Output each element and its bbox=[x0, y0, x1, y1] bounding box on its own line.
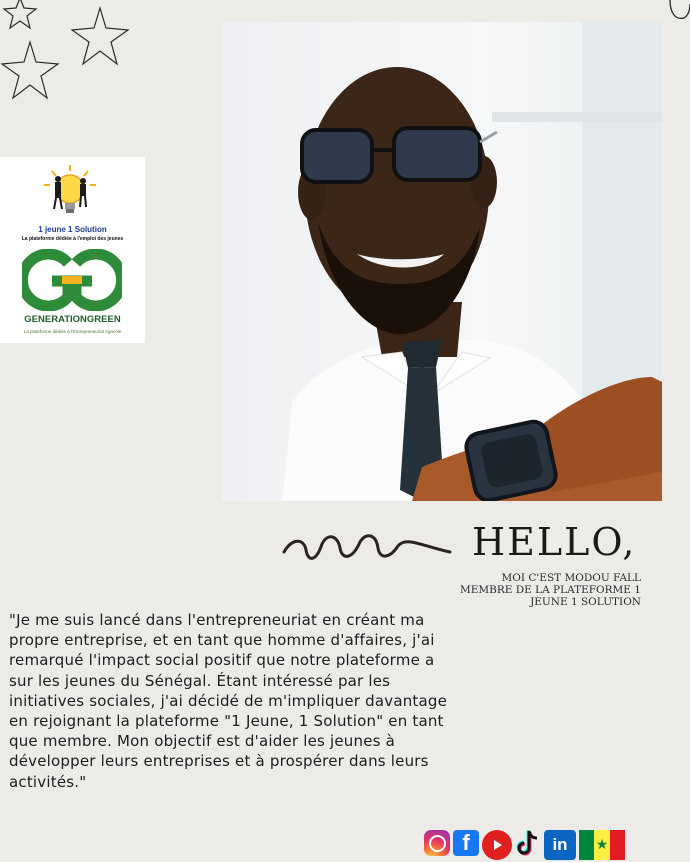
senegal-flag-icon: ★ bbox=[579, 830, 625, 860]
social-icons bbox=[424, 830, 625, 862]
logo-title: GENERATIONGREEN bbox=[24, 314, 121, 325]
star-icon bbox=[2, 42, 58, 98]
stars-doodle bbox=[0, 0, 150, 130]
star-icon bbox=[72, 8, 128, 64]
hello-heading: HELLO, bbox=[472, 520, 637, 564]
portrait-photo bbox=[222, 22, 662, 501]
facebook-icon[interactable]: f bbox=[453, 830, 479, 856]
tiktok-icon[interactable] bbox=[515, 830, 541, 856]
linkedin-icon[interactable]: in bbox=[544, 830, 576, 860]
double-g-icon bbox=[22, 249, 122, 311]
logo-tagline: La plateforme dédiée à l'emploi des jeunes bbox=[21, 236, 124, 242]
partner-logos bbox=[0, 157, 145, 343]
squiggle-doodle bbox=[282, 528, 452, 568]
lightbulb-people-icon bbox=[38, 163, 102, 217]
intro-text bbox=[431, 572, 641, 608]
star-icon bbox=[4, 0, 36, 28]
intro-line: MEMBRE DE LA PLATEFORME 1 bbox=[459, 584, 641, 596]
one-jeune-one-solution-logo bbox=[0, 157, 145, 245]
youtube-icon[interactable] bbox=[482, 830, 512, 860]
instagram-icon[interactable] bbox=[424, 830, 450, 856]
logo-tagline: La plateforme dédiée à l'Entrepreneuriat Agricole bbox=[23, 329, 122, 334]
intro-line: MOI C'EST MODOU FALL bbox=[501, 572, 641, 584]
logo-title: 1 jeune 1 Solution bbox=[38, 225, 107, 234]
generation-green-logo bbox=[0, 247, 145, 343]
testimonial-quote: "Je me suis lancé dans l'entrepreneuriat en créant ma propre entreprise, et en tant que homme d'affaires, j'ai remarqué l'impact social positif que notre plateforme a sur les jeunes du Sénégal. Étant intéressé par les initiatives sociales, j'ai décidé de m'impliquer davantage en rejoignant la plateforme "1 Jeune, 1 Solution" en tant que membre. Mon objectif est d'aider les jeunes à développer leurs entreprises et à prospérer dans leurs activités." bbox=[9, 611, 448, 791]
intro-line: JEUNE 1 SOLUTION bbox=[530, 596, 641, 608]
